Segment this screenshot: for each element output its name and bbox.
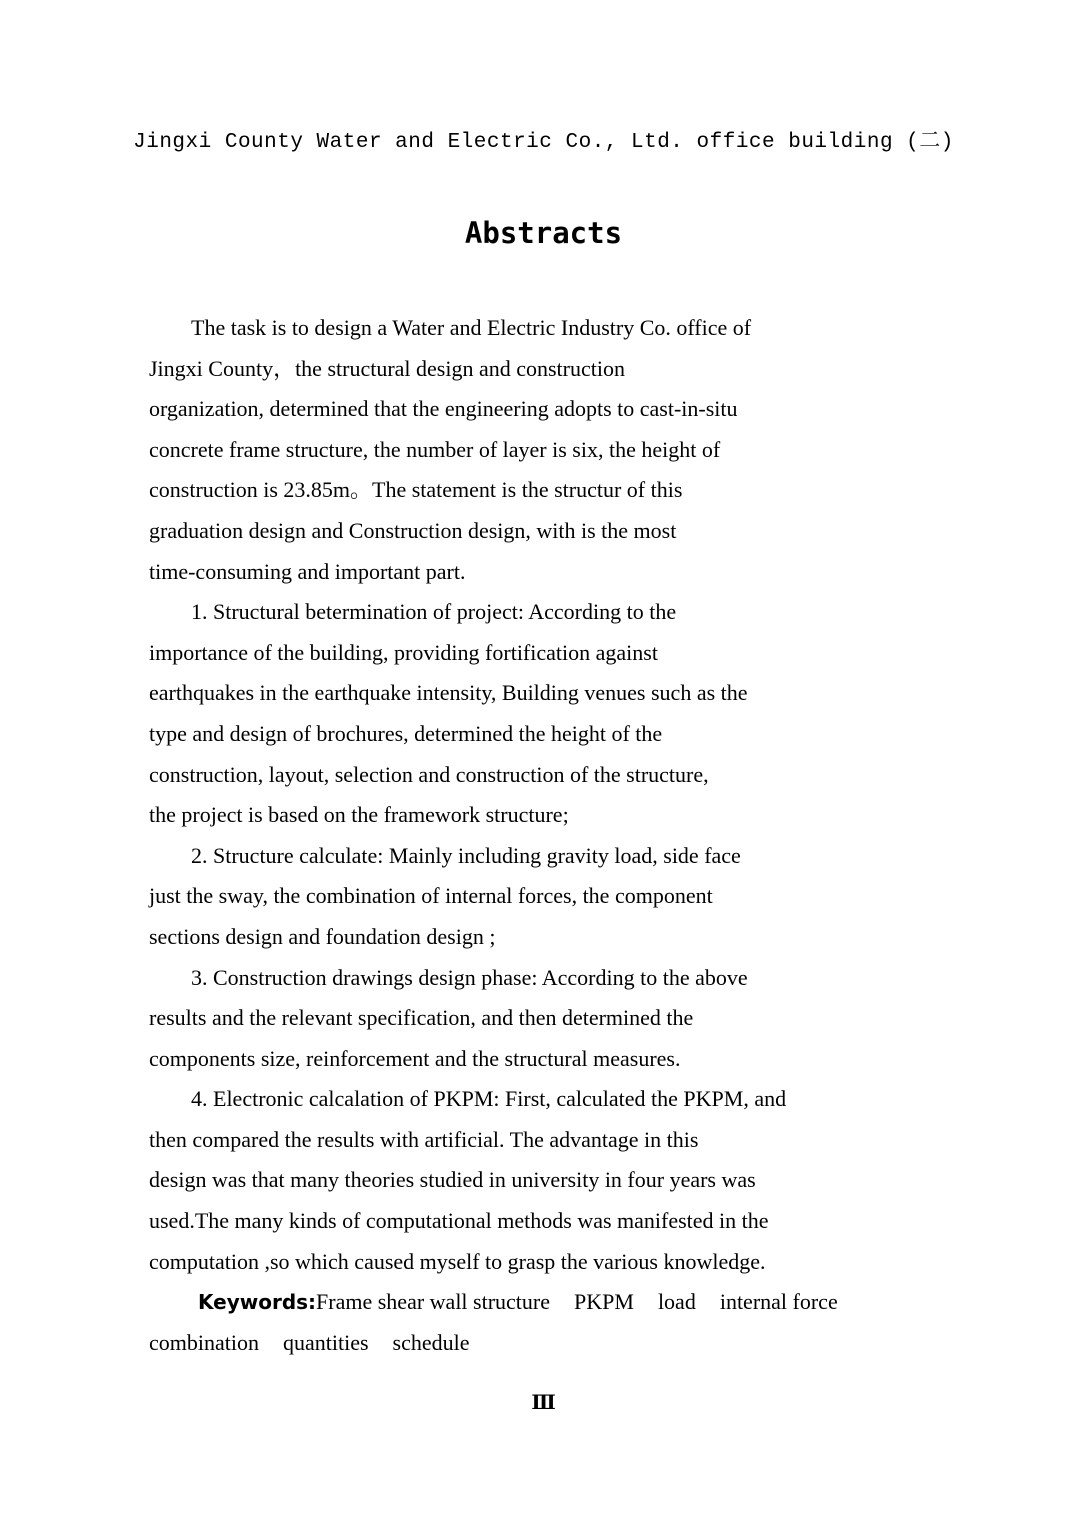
running-header-title: Jingxi County Water and Electric Co., Ltd. office building (二) <box>133 131 954 154</box>
item-4-line: design was that many theories studied in university in four years was <box>149 1167 756 1193</box>
abstract-line: Jingxi County，the structural design and construction <box>149 355 625 381</box>
abstract-body <box>149 308 979 1363</box>
item-4-line: computation ,so which caused myself to grasp the various knowledge. <box>149 1248 766 1274</box>
item-3-line: components size, reinforcement and the structural measures. <box>149 1045 681 1071</box>
item-2-line: 2. Structure calculate: Mainly including gravity load, side face <box>191 842 741 868</box>
abstract-line: concrete frame structure, the number of layer is six, the height of <box>149 436 721 462</box>
item-1-line: importance of the building, providing fortification against <box>149 639 658 665</box>
abstract-line: The task is to design a Water and Electric Industry Co. office of <box>191 315 752 340</box>
keywords-label: Keywords: <box>198 1290 317 1315</box>
item-4-line: used.The many kinds of computational methods was manifested in the <box>149 1208 769 1234</box>
abstract-heading: Abstracts <box>464 216 623 250</box>
abstract-line: organization, determined that the engineering adopts to cast-in-situ <box>149 396 738 422</box>
keyword-term: combination <box>149 1329 259 1355</box>
item-3-line: results and the relevant specification, and then determined the <box>149 1005 694 1031</box>
abstract-line: graduation design and Construction design, with is the most <box>149 517 677 543</box>
keyword-term: quantities <box>282 1329 369 1355</box>
item-1-line: earthquakes in the earthquake intensity, Building venues such as the <box>149 680 748 706</box>
keyword-term: Frame shear wall structure <box>316 1289 551 1315</box>
item-1-line: 1. Structural betermination of project: According to the <box>191 599 677 625</box>
item-2-line: just the sway, the combination of internal forces, the component <box>149 883 713 909</box>
item-1-line: the project is based on the framework structure; <box>149 802 569 828</box>
item-1-line: construction, layout, selection and construction of the structure, <box>149 761 709 787</box>
keyword-term: load <box>657 1289 696 1315</box>
abstract-line: construction is 23.85m。The statement is the structur of this <box>149 477 683 503</box>
item-4-line: then compared the results with artificial. The advantage in this <box>149 1126 699 1152</box>
item-1-line: type and design of brochures, determined the height of the <box>149 720 663 746</box>
item-4-line: 4. Electronic calcalation of PKPM: First, calculated the PKPM, and <box>191 1086 787 1112</box>
keyword-term: internal force <box>719 1289 838 1315</box>
keyword-term: PKPM <box>574 1289 634 1315</box>
abstract-line: time-consuming and important part. <box>149 558 466 584</box>
keywords-line <box>149 1323 979 1364</box>
item-3-line: 3. Construction drawings design phase: According to the above <box>191 964 748 990</box>
item-2-line: sections design and foundation design ; <box>149 923 496 949</box>
page-number: Ⅲ <box>531 1390 556 1414</box>
keyword-term: schedule <box>392 1329 470 1355</box>
keywords-line <box>149 1282 979 1323</box>
